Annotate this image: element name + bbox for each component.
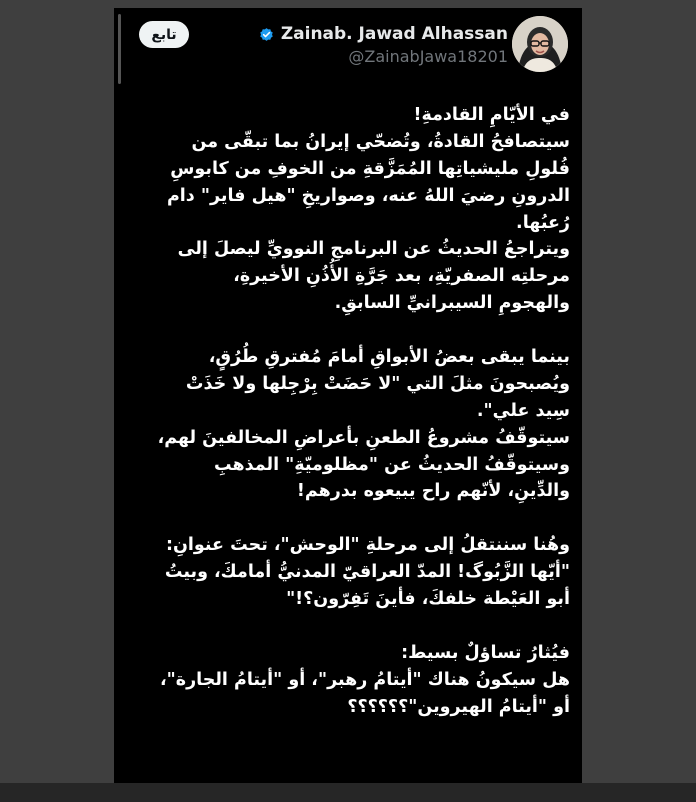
tweet-text [130, 102, 570, 720]
tweet-line: رُعبُها. [516, 212, 570, 233]
tweet-line: وهُنا سننتقلُ إلى مرحلةِ "الوحش"، تحتَ عنوانِ: [166, 535, 570, 556]
tweet-line: والدِّينِ، لأنّهم راح يبيعوه بدرهم! [296, 481, 570, 502]
tweet-line: بينما يبقى بعضُ الأبواقِ أمامَ مُفترقِ طُرُقٍ، [208, 347, 570, 368]
paragraph-gap [130, 505, 570, 532]
avatar[interactable] [512, 16, 568, 72]
tweet-line: سيتوقّفُ مشروعُ الطعنِ بأعراضِ المخالفينَ لهم، [157, 427, 570, 448]
tweet-line: في الأيّامِ القادمةِ! [413, 105, 570, 125]
tweet-line: سِيد علي". [476, 400, 570, 421]
tweet-line: فُلولِ مليشياتِها المُمَزَّقةِ من الخوفِ من كابوسِ [170, 158, 570, 179]
author-name: Zainab. Jawad Alhassan [280, 24, 508, 44]
avatar-photo-icon [512, 16, 568, 72]
paragraph-gap [130, 317, 570, 344]
tweet-line: هل سيكونُ هناك "أيتامُ رهبر"، أو "أيتامُ الجارة"، [160, 669, 570, 690]
tweet-line: أو "أيتامُ الهيروين"؟؟؟؟؟؟ [347, 696, 570, 717]
verified-badge-icon [258, 26, 275, 43]
tweet-line: الدرونِ رضيَ اللهُ عنه، وصواريخِ "هيل فاير" دام [166, 185, 570, 206]
tweet-line: ويتراجعُ الحديثُ عن البرنامجِ النوويِّ ليصلَ إلى [177, 239, 570, 260]
tweet-line: "أيّها الزَّبُوگ! المدّ العراقيّ المدنيُّ أمامكَ، وبيتُ [164, 562, 570, 583]
tweet-line: فيُثارُ تساؤلٌ بسيط: [401, 642, 570, 663]
tweet-line: سيتصافحُ القادةُ، وتُضحّي إيرانُ بما تبقّى من [191, 131, 570, 152]
follow-button[interactable]: تابع [139, 21, 189, 48]
tweet-line: والهجومِ السيبرانيِّ السابقِ. [334, 293, 570, 314]
tweet-line: مرحلتِه الصفريّةِ، بعد جَرَّةِ الأُذُنِ الأخيرةِ، [233, 266, 570, 287]
screenshot-bottom-band [0, 783, 696, 802]
tweet-line: وسيتوقّفُ الحديثُ عن "مظلوميّةِ" المذهبِ [214, 454, 570, 475]
paragraph-gap [130, 613, 570, 640]
tweet-line: ويُصبحونَ مثلَ التي "لا حَضَتْ بِرْجِلها ولا خَذَتْ [185, 373, 570, 394]
author-name-row[interactable] [258, 23, 508, 45]
author-handle[interactable]: @ZainabJawa18201 [348, 47, 508, 66]
tweet-line: أبو العَيْطة خلفكَ، فأينَ تَفِرّون؟!" [286, 589, 570, 610]
scrollbar-thumb[interactable] [118, 14, 121, 84]
